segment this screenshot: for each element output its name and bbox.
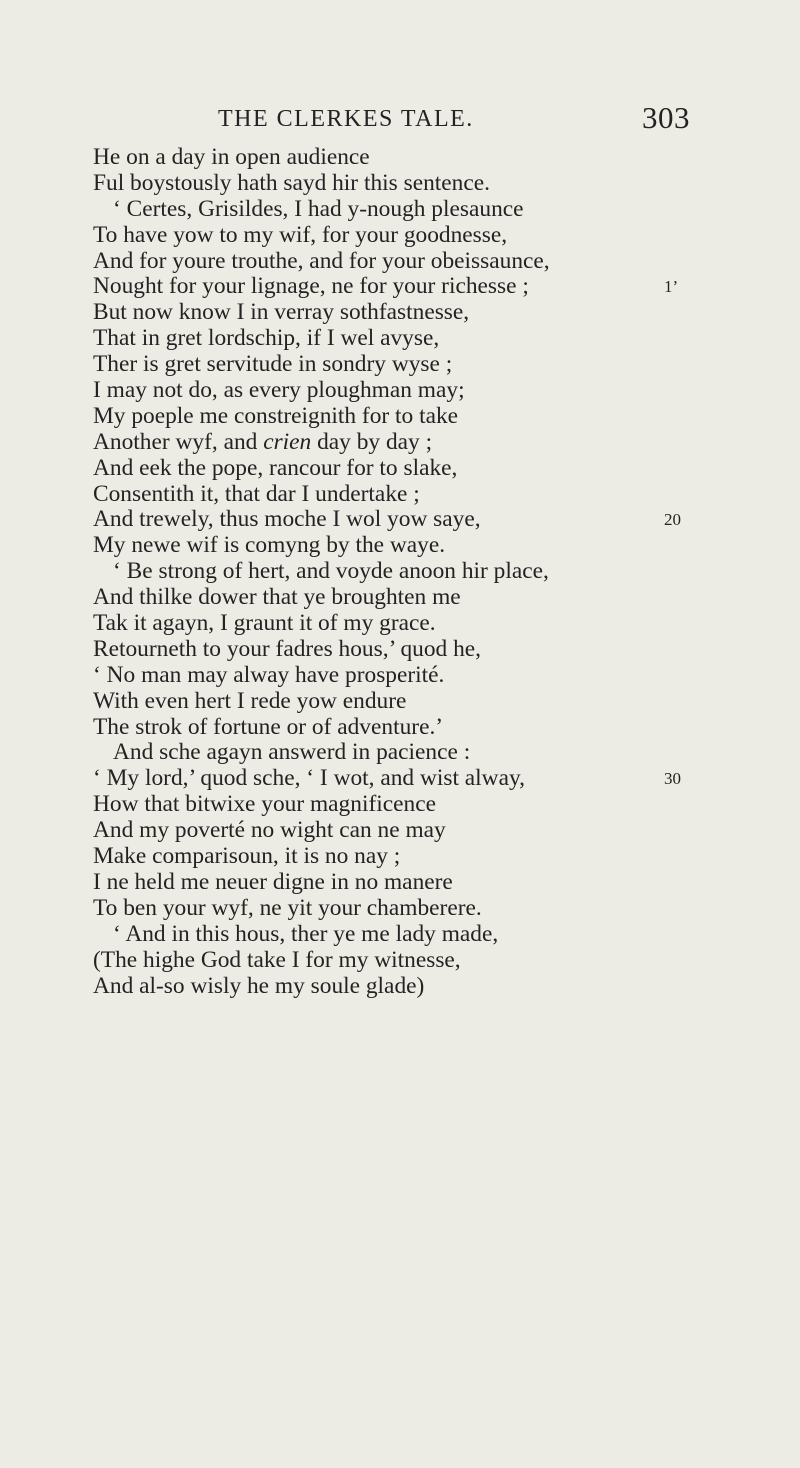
verse-line: And al-so wisly he my soule glade) <box>93 972 425 999</box>
line-number: 30 <box>664 769 681 789</box>
verse-line: To have yow to my wif, for your goodnesse, <box>93 221 508 248</box>
verse-line: And trewely, thus moche I wol yow saye, 20 <box>93 506 681 533</box>
page-header <box>0 100 800 140</box>
line-number: 20 <box>664 510 681 530</box>
verse-line: ‘ Certes, Grisildes, I had y-nough plesaunce <box>113 195 524 222</box>
verse-line: Retourneth to your fadres hous,’ quod he, <box>93 635 482 662</box>
verse-line: And my poverté no wight can ne may <box>93 817 446 844</box>
verse-line: My newe wif is comyng by the waye. <box>93 532 446 559</box>
verse-line: ‘ My lord,’ quod sche, ‘ I wot, and wist alway, 30 <box>93 765 681 792</box>
line-number: 1’ <box>664 277 679 297</box>
verse-line: Another wyf, and crien day by day ; <box>93 428 433 455</box>
verse-line: And for youre trouthe, and for your obeissaunce, <box>93 247 550 274</box>
verse-line: But now know I in verray sothfastnesse, <box>93 299 470 326</box>
verse-line: And thilke dower that ye broughten me <box>93 584 461 611</box>
verse-line: ‘ Be strong of hert, and voyde anoon hir place, <box>113 558 549 585</box>
verse-line: Tak it agayn, I graunt it of my grace. <box>93 610 436 637</box>
verse-line: I may not do, as every ploughman may; <box>93 377 465 404</box>
italic-word: crien <box>263 428 312 455</box>
verse-line: Consentith it, that dar I undertake ; <box>93 480 420 507</box>
verse-line: And sche agayn answerd in pacience : <box>113 739 471 766</box>
verse-line: Nought for your lignage, ne for your richesse ; 1’ <box>93 273 679 300</box>
verse-line: ‘ And in this hous, ther ye me lady made, <box>113 920 499 947</box>
verse-line: (The highe God take I for my witnesse, <box>93 946 461 973</box>
verse-line: Make comparisoun, it is no nay ; <box>93 843 401 870</box>
verse-line: I ne held me neuer digne in no manere <box>93 868 453 895</box>
verse-line: And eek the pope, rancour for to slake, <box>93 454 458 481</box>
page-number: 303 <box>642 100 690 135</box>
verse-line: ‘ No man may alway have prosperité. <box>93 661 445 688</box>
verse-line: To ben your wyf, ne yit your chamberere. <box>93 894 482 921</box>
verse-line: Ful boystously hath sayd hir this sentence. <box>93 169 490 196</box>
verse-line: With even hert I rede yow endure <box>93 687 407 714</box>
running-head: THE CLERKES TALE. <box>218 106 474 132</box>
verse-line: He on a day in open audience <box>93 144 370 170</box>
verse-line: That in gret lordschip, if I wel avyse, <box>93 325 440 352</box>
verse-line: How that bitwixe your magnificence <box>93 791 436 818</box>
verse-line: The strok of fortune or of adventure.’ <box>93 713 444 740</box>
poem-text <box>93 145 693 999</box>
verse-line: My poeple me constreignith for to take <box>93 402 459 429</box>
verse-line: Ther is gret servitude in sondry wyse ; <box>93 351 453 378</box>
